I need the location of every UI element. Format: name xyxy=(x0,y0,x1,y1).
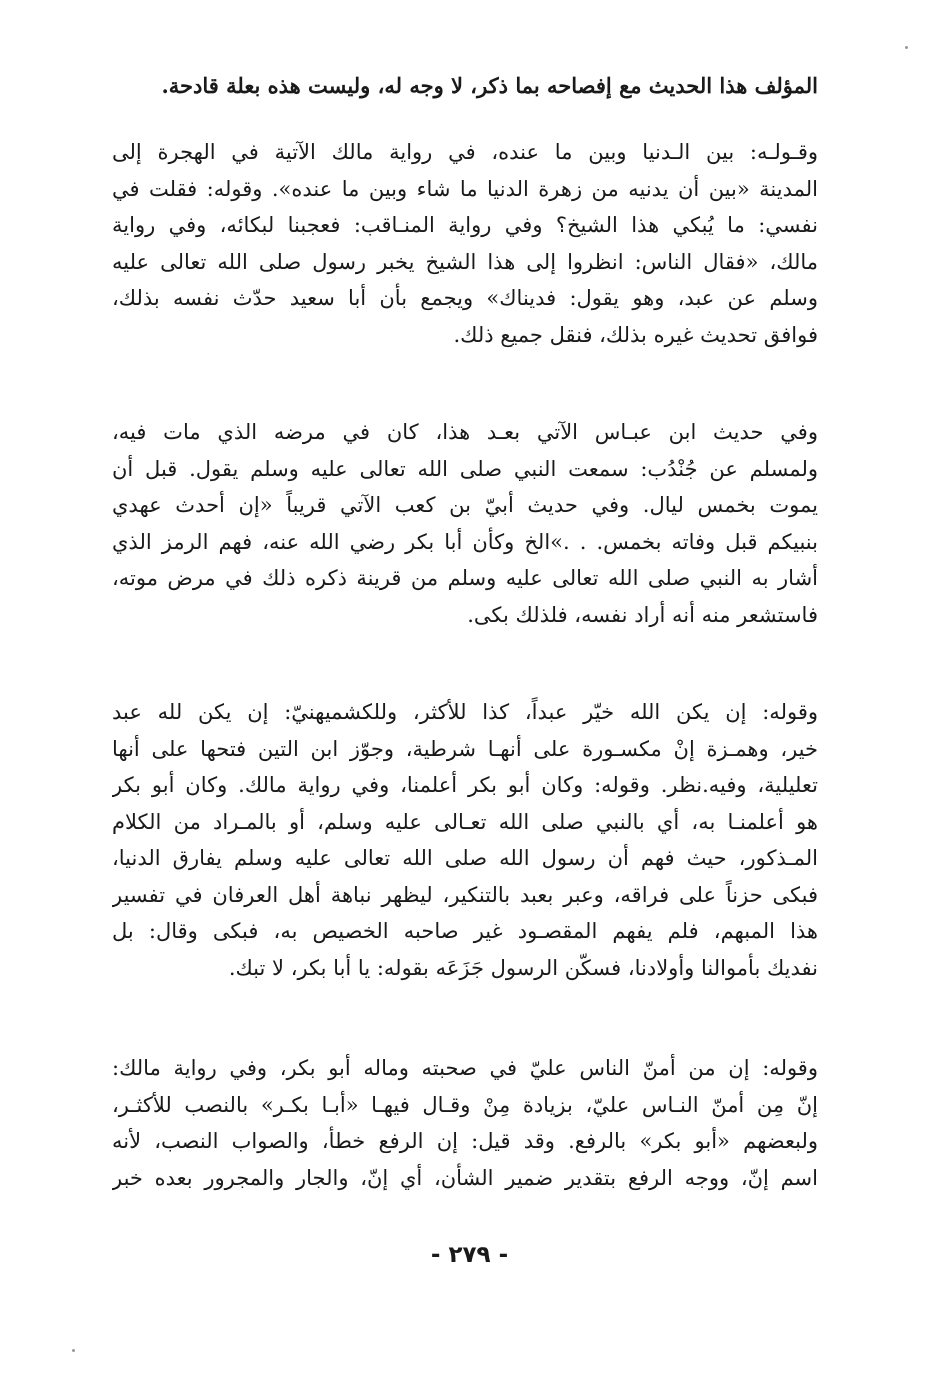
scan-speck xyxy=(72,1349,75,1352)
text-line: نفسي: ما يُبكي هذا الشيخ؟ وفي رواية المنـاقب: فعجبنا لبكائه، وفي رواية xyxy=(112,213,818,237)
text-line: فوافق تحديث غيره بذلك، فنقل جميع ذلك. xyxy=(453,322,818,347)
header-paragraph xyxy=(112,68,818,105)
paragraph-4 xyxy=(112,1050,818,1196)
header-line: المؤلف هذا الحديث مع إفصاحه بما ذكر، لا وجه له، وليست هذه بعلة قادحة. xyxy=(161,73,818,98)
paragraph-3 xyxy=(112,694,818,986)
text-line: وقـولـه: بين الـدنيا وبين ما عنده، في رواية مالك الآتية في الهجرة إلى xyxy=(112,140,818,164)
text-line: المـذكور، حيث فهم أن رسول الله صلى الله تعالى عليه وسلم يفارق الدنيا، xyxy=(112,846,818,870)
text-line: هو أعلمنـا به، أي بالنبي صلى الله تعـالى عليه وسلم، أو بالمـراد من الكلام xyxy=(112,809,818,834)
text-line: أشار به النبي صلى الله تعالى عليه وسلم من قرينة ذكره ذلك في مرض موته، xyxy=(112,566,818,590)
paragraph-1 xyxy=(112,134,818,353)
text-line: مالك، «فقال الناس: انظروا إلى هذا الشيخ يخبر رسول صلى الله تعالى عليه xyxy=(112,249,818,274)
text-line: يموت بخمس ليال. وفي حديث أبيّ بن كعب الآتي قريباً «إن أحدث عهدي xyxy=(112,493,818,517)
text-line: هذا المبهم، فلم يفهم المقصـود غير صاحبه الخصيص به، فبكى وقال: بل xyxy=(112,919,818,943)
text-line: نفديك بأموالنا وأولادنا، فسكّن الرسول جَزَعَه بقوله: يا أبا بكر، لا تبك. xyxy=(228,955,818,980)
text-line: المدينة «بين أن يدنيه من زهرة الدنيا ما شاء وبين ما عنده». وقوله: فقلت في xyxy=(112,176,818,201)
text-line: وفي حديث ابن عبـاس الآتي بعـد هذا، كان في مرضه الذي مات فيه، xyxy=(112,420,818,444)
page-number: - ٢٧٩ - xyxy=(430,1242,509,1268)
text-line: وقوله: إن يكن الله خيّر عبداً، كذا للأكثر، وللكشميهنيّ: إن يكن لله عبد xyxy=(112,700,818,724)
text-line: ولبعضهم «أبو بكر» بالرفع. وقد قيل: إن الرفع خطأ، والصواب النصب، لأنه xyxy=(112,1129,818,1153)
text-line: بنبيكم قبل وفاته بخمس. . .»الخ وكأن أبا بكر رضي الله عنه، فهم الرمز الذي xyxy=(112,529,818,554)
scan-speck xyxy=(905,46,908,49)
text-line: خير، وهمـزة إنْ مكسـورة على أنهـا شرطية، وجوّز ابن التين فتحها على أنها xyxy=(112,736,818,761)
paragraph-2 xyxy=(112,414,818,633)
text-line: ولمسلم عن جُنْدُب: سمعت النبي صلى الله تعالى عليه وسلم يقول. قبل أن xyxy=(112,456,818,481)
text-line: إنّ مِن أمنّ النـاس عليّ، بزيادة مِنْ وقـال فيهـا «أبـا بكـر» بالنصب للأكثـر، xyxy=(112,1092,818,1117)
text-line: وقوله: إن من أمنّ الناس عليّ في صحبته وماله أبو بكر، وفي رواية مالك: xyxy=(112,1056,818,1080)
text-line: فاستشعر منه أنه أراد نفسه، فلذلك بكى. xyxy=(467,602,818,627)
text-line: اسم إنّ، ووجه الرفع بتقدير ضمير الشأن، أي إنّ، والجار والمجرور بعده خبر xyxy=(112,1165,818,1190)
text-line: تعليلية، وفيه.نظر. وقوله: وكان أبو بكر أعلمنا، وفي رواية مالك. وكان أبو بكر xyxy=(112,773,818,797)
text-line: فبكى حزناً على فراقه، وعبر بعبد بالتنكير، ليظهر نباهة أهل العرفان في تفسير xyxy=(112,882,818,907)
text-line: وسلم عن عبد، وهو يقول: فديناك» ويجمع بأن أبا سعيد حدّث نفسه بذلك، xyxy=(112,286,818,310)
